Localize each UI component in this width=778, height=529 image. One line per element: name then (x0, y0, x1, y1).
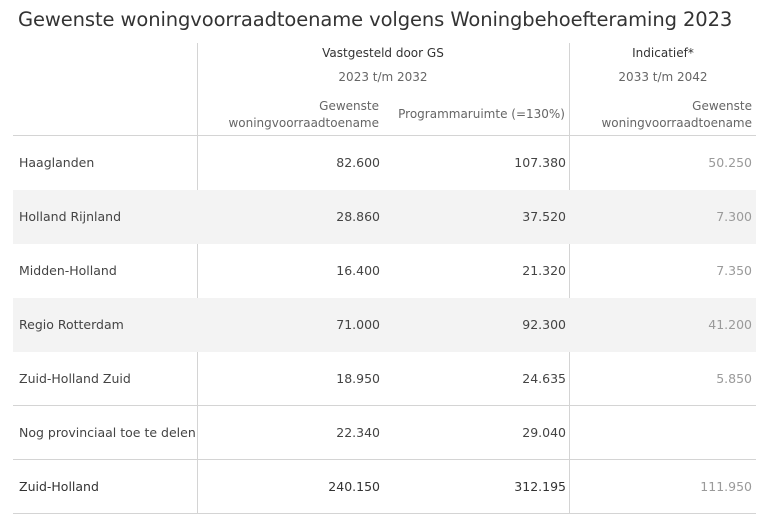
indicatief-value: 111.950 (700, 479, 752, 494)
page-title: Gewenste woningvoorraadtoename volgens Woningbehoefteraming 2023 (18, 8, 733, 31)
programma-value: 21.320 (522, 263, 566, 278)
column-header-indicatief (570, 98, 752, 132)
column-header-indicatief-line2: woningvoorraadtoename (601, 116, 752, 130)
data-table (13, 43, 756, 514)
group-period-vastgesteld: 2023 t/m 2032 (338, 70, 428, 84)
indicatief-value: 50.250 (708, 155, 752, 170)
region-label: Zuid-Holland Zuid (19, 371, 131, 386)
table-row (13, 406, 756, 460)
gewenst-value: 22.340 (336, 425, 380, 440)
programma-value: 92.300 (522, 317, 566, 332)
indicatief-value: 5.850 (716, 371, 752, 386)
gewenst-value: 18.950 (336, 371, 380, 386)
indicatief-value: 7.300 (716, 209, 752, 224)
total-row (13, 460, 756, 514)
gewenst-value: 82.600 (336, 155, 380, 170)
table-row (13, 298, 756, 352)
column-header-gewenst-line2: woningvoorraadtoename (228, 116, 379, 130)
table-row (13, 190, 756, 244)
indicatief-value: 7.350 (716, 263, 752, 278)
programma-value: 24.635 (522, 371, 566, 386)
region-label: Holland Rijnland (19, 209, 122, 224)
gewenst-value: 240.150 (328, 479, 380, 494)
group-header-indicatief: Indicatief* (632, 46, 694, 60)
group-header-vastgesteld: Vastgesteld door GS (322, 46, 444, 60)
programma-value: 29.040 (522, 425, 566, 440)
column-header-programmaruimte: Programmaruimte (=130%) (398, 107, 565, 121)
table-row (13, 352, 756, 406)
region-label: Midden-Holland (19, 263, 117, 278)
gewenst-value: 71.000 (336, 317, 380, 332)
programma-value: 107.380 (514, 155, 566, 170)
gewenst-value: 16.400 (336, 263, 380, 278)
gewenst-value: 28.860 (336, 209, 380, 224)
region-label: Regio Rotterdam (19, 317, 124, 332)
region-label: Nog provinciaal toe te delen (19, 425, 196, 440)
programma-value: 37.520 (522, 209, 566, 224)
table-bottom-border (13, 513, 756, 514)
column-header-gewenst-line1: Gewenste (319, 99, 379, 113)
indicatief-value: 41.200 (708, 317, 752, 332)
table-row (13, 136, 756, 190)
programma-value: 312.195 (514, 479, 566, 494)
column-header-gewenst (197, 98, 379, 132)
table-row (13, 244, 756, 298)
region-label: Zuid-Holland (19, 479, 99, 494)
region-label: Haaglanden (19, 155, 95, 170)
group-period-indicatief: 2033 t/m 2042 (618, 70, 708, 84)
column-header-indicatief-line1: Gewenste (692, 99, 752, 113)
